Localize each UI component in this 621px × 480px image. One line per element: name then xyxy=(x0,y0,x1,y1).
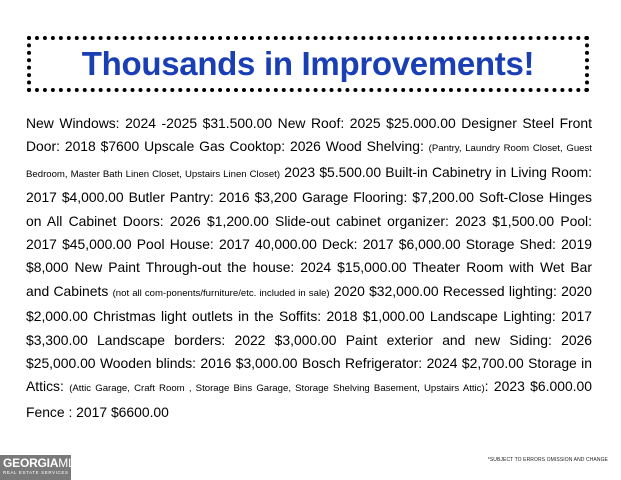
text-run: 2023 $5.500.00 Built-in Cabinetry in Living Room: 2017 $4,000.00 Butler Pantry: 2016 $3,200 Garage Flooring: $7,200.00 Soft-Close Hinges on All Cabinet Doors: 2026 $1,200.00 Slide-out cabinet organizer: 2023 $1,500.00 Pool: 2017 $45,000.00 Pool House: 2017 40,000.00 Deck: 2017 $6,000.00 Storage Shed: 2019 $8,000 New Paint Through-out the house: 2024 $15,000.00 Theater Room with Wet Bar and Cabinets xyxy=(26,163,593,299)
logo-tagline: REAL ESTATE SERVICES xyxy=(3,470,69,475)
text-run: 2020 $32,000.00 Recessed lighting: 2020 $2,000.00 Christmas light outlets in the Soffits: 2018 $1,000.00 Landscape Lighting: 2017 $3,300.00 Landscape borders: 2022 $3,000.00 Paint exterior and new Siding: 2026 $25,000.00 Wooden blinds: 2016 $3,000.00 Bosch Refrigerator: 2024 $2,700.00 Storage in Attics: xyxy=(26,282,592,395)
small-note: (Pantry, Laundry Room Closet, Guest Bedroom, Master Bath Linen Closet, Upstairs Linen Closet) xyxy=(26,143,592,180)
title-banner xyxy=(27,36,589,92)
text-run: New Windows: 2024 -2025 $31.500.00 New Roof: 2025 $25.000.00 Designer Steel Front Door: 2018 $7600 Upscale Gas Cooktop: 2026 Wood Shelving: xyxy=(26,115,592,155)
page-title: Thousands in Improvements! xyxy=(81,45,535,82)
disclaimer: *SUBJECT TO ERRORS OMISSION AND CHANGE xyxy=(487,457,608,463)
text-run: : 2023 $6.000.00 Fence : 2017 $6600.00 xyxy=(26,378,592,420)
logo-wordmark-bold: GEORGIA xyxy=(3,456,59,470)
logo-wordmark xyxy=(3,456,83,470)
small-note: (not all com-ponents/furniture/etc. included in sale) xyxy=(112,287,330,299)
logo-wordmark-thin: MLS xyxy=(58,456,83,470)
georgia-mls-logo xyxy=(0,455,83,480)
improvements-list xyxy=(26,112,592,424)
small-note: (Attic Garage, Craft Room , Storage Bins Garage, Storage Shelving Basement, Upstairs Attic) xyxy=(69,383,485,395)
